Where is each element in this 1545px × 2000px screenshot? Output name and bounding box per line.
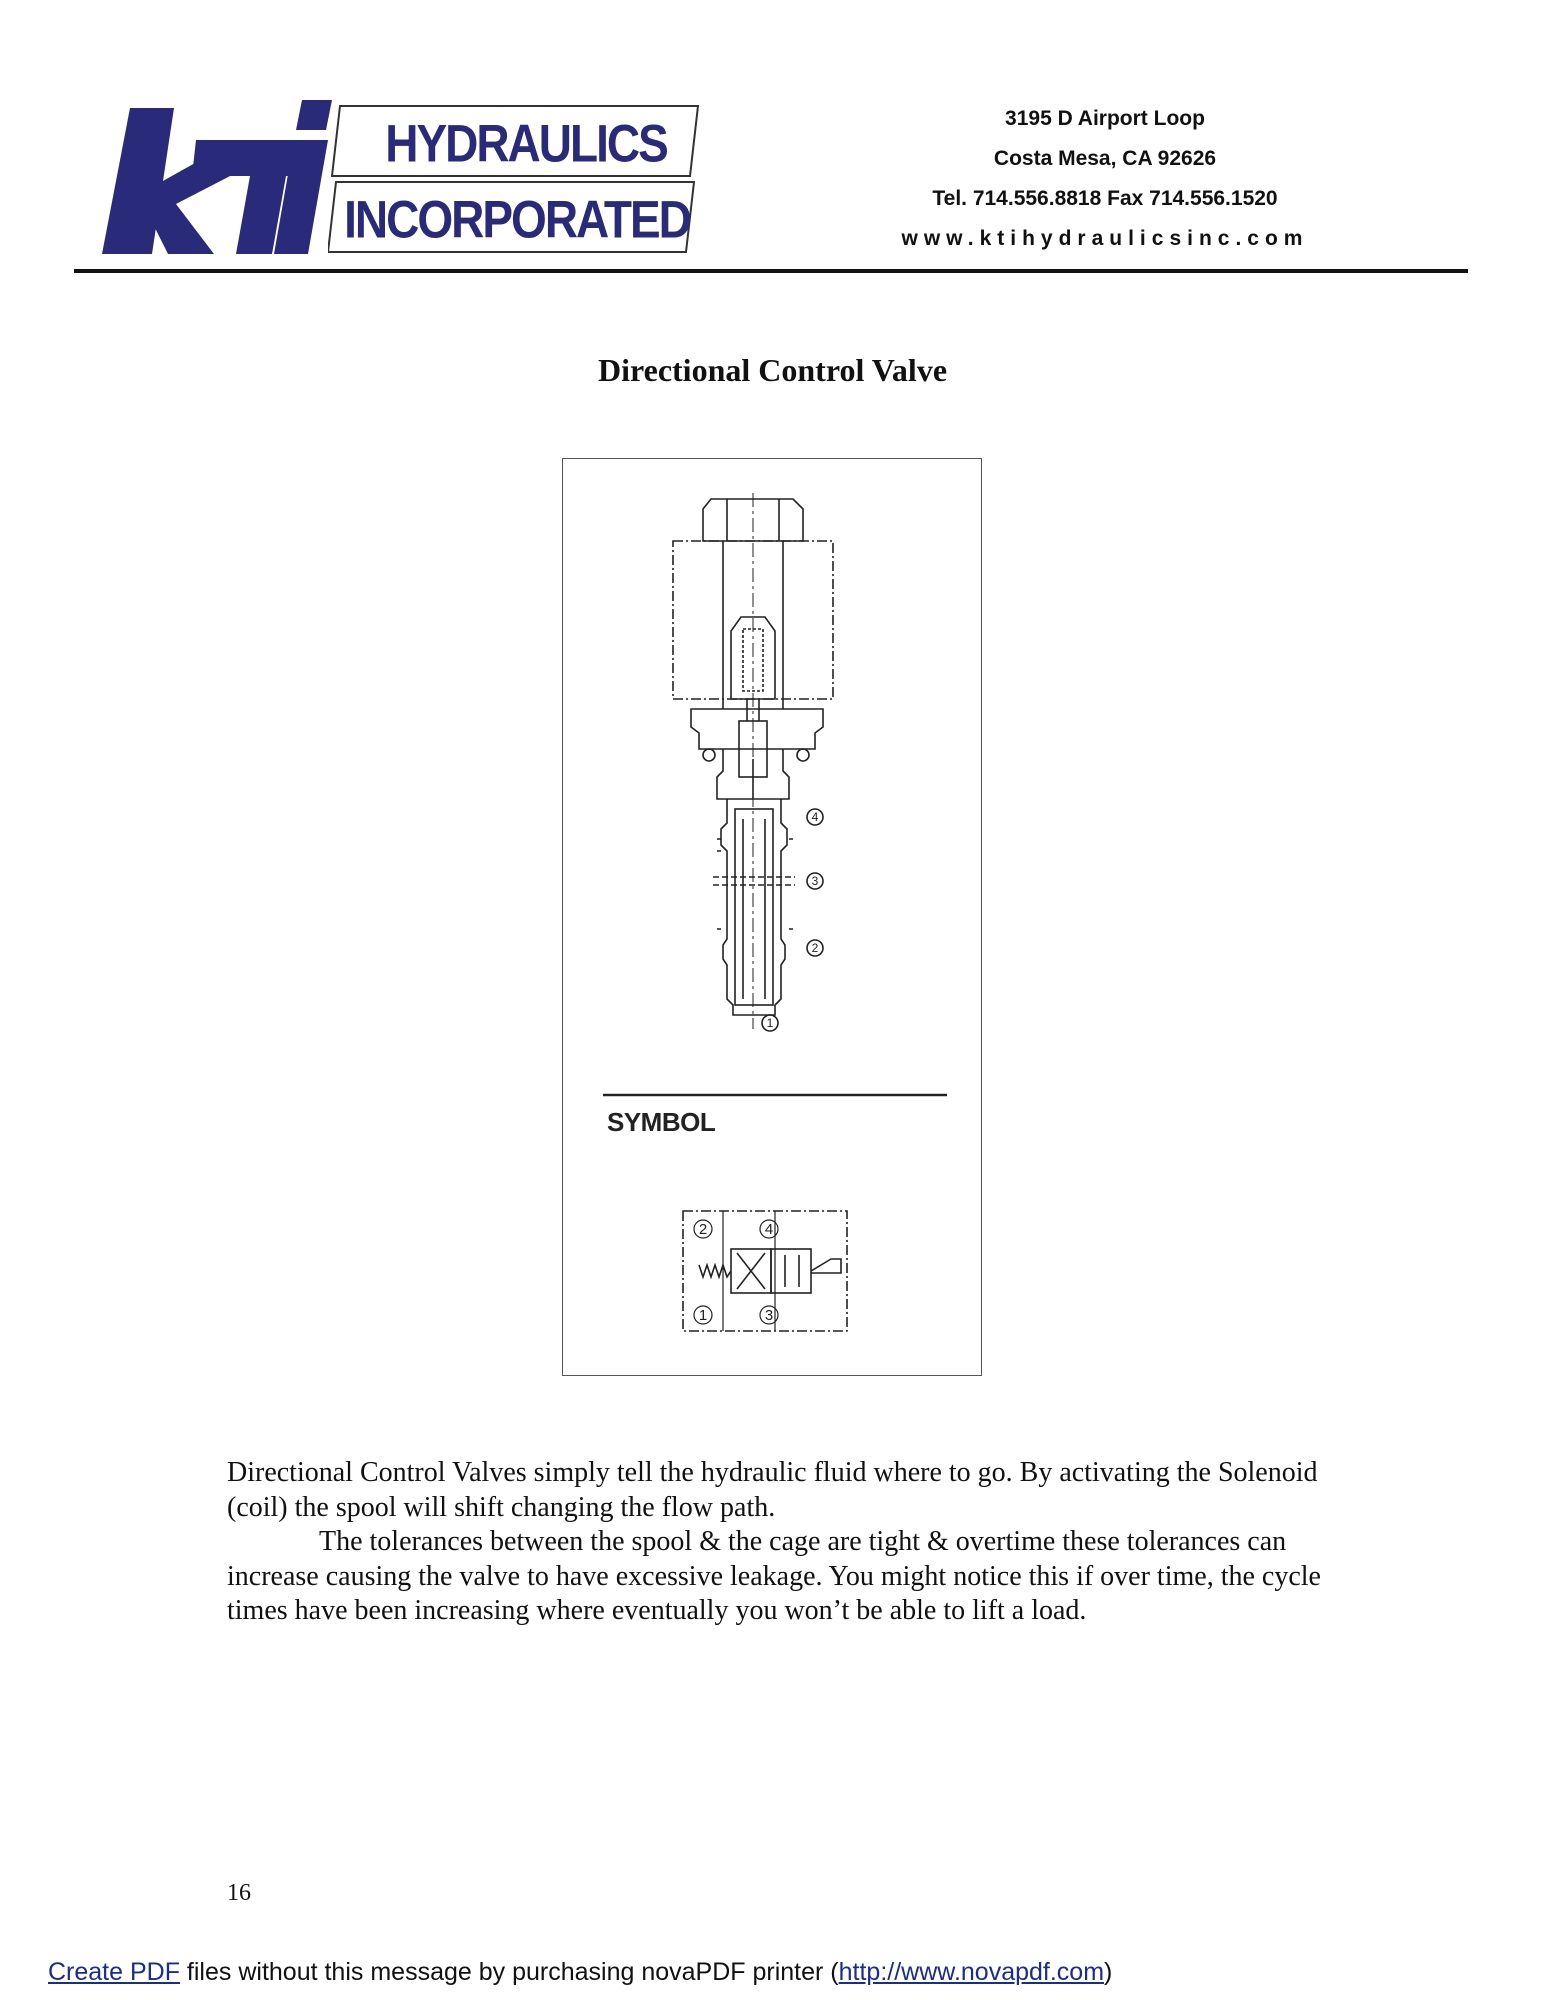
valve-cross-section-drawing	[563, 459, 983, 1377]
footer-middle-text: files without this message by purchasing novaPDF printer (	[179, 1958, 839, 1986]
kti-logo-mark	[96, 100, 336, 262]
port-label-1: 1	[766, 1016, 774, 1030]
phone-fax: Tel. 714.556.8818 Fax 714.556.1520	[932, 187, 1278, 210]
paragraph-2: The tolerances between the spool & the cage are tight & overtime these tolerances can increase causing the valve to have excessive leakage. You might notice this if over time, the cycle times have been increasing where eventually you won’t be able to lift a load.	[227, 1526, 1321, 1626]
port-label-4: 4	[811, 810, 819, 824]
symbol-heading: SYMBOL	[607, 1107, 716, 1137]
header-divider	[74, 269, 1468, 273]
address-line1: 3195 D Airport Loop	[1005, 107, 1205, 130]
port-label-2: 2	[811, 941, 819, 955]
create-pdf-link[interactable]: Create PDF	[48, 1958, 180, 1986]
symbol-port-3: 3	[764, 1307, 774, 1324]
novapdf-url-link[interactable]: http://www.novapdf.com	[838, 1958, 1105, 1986]
page-title: Directional Control Valve	[597, 352, 948, 388]
company-line1: HYDRAULICS	[385, 113, 667, 173]
body-text	[227, 1456, 1337, 1629]
symbol-port-4: 4	[764, 1221, 774, 1238]
port-label-3: 3	[811, 874, 819, 888]
symbol-port-2: 2	[698, 1221, 708, 1238]
company-logo	[96, 100, 706, 262]
pdf-footer	[48, 1958, 1112, 1987]
valve-figure	[562, 458, 982, 1376]
website: www.ktihydraulicsinc.com	[901, 227, 1309, 250]
symbol-port-1: 1	[698, 1307, 708, 1324]
address-line2: Costa Mesa, CA 92626	[993, 147, 1217, 170]
company-line2: INCORPORATED	[344, 189, 690, 249]
contact-block	[860, 100, 1350, 260]
page-number: 16	[227, 1880, 251, 1906]
paragraph-1: Directional Control Valves simply tell the hydraulic fluid where to go. By activating the Solenoid (coil) the spool will shift changing the flow path.	[227, 1457, 1318, 1523]
footer-end-text: )	[1104, 1958, 1113, 1986]
